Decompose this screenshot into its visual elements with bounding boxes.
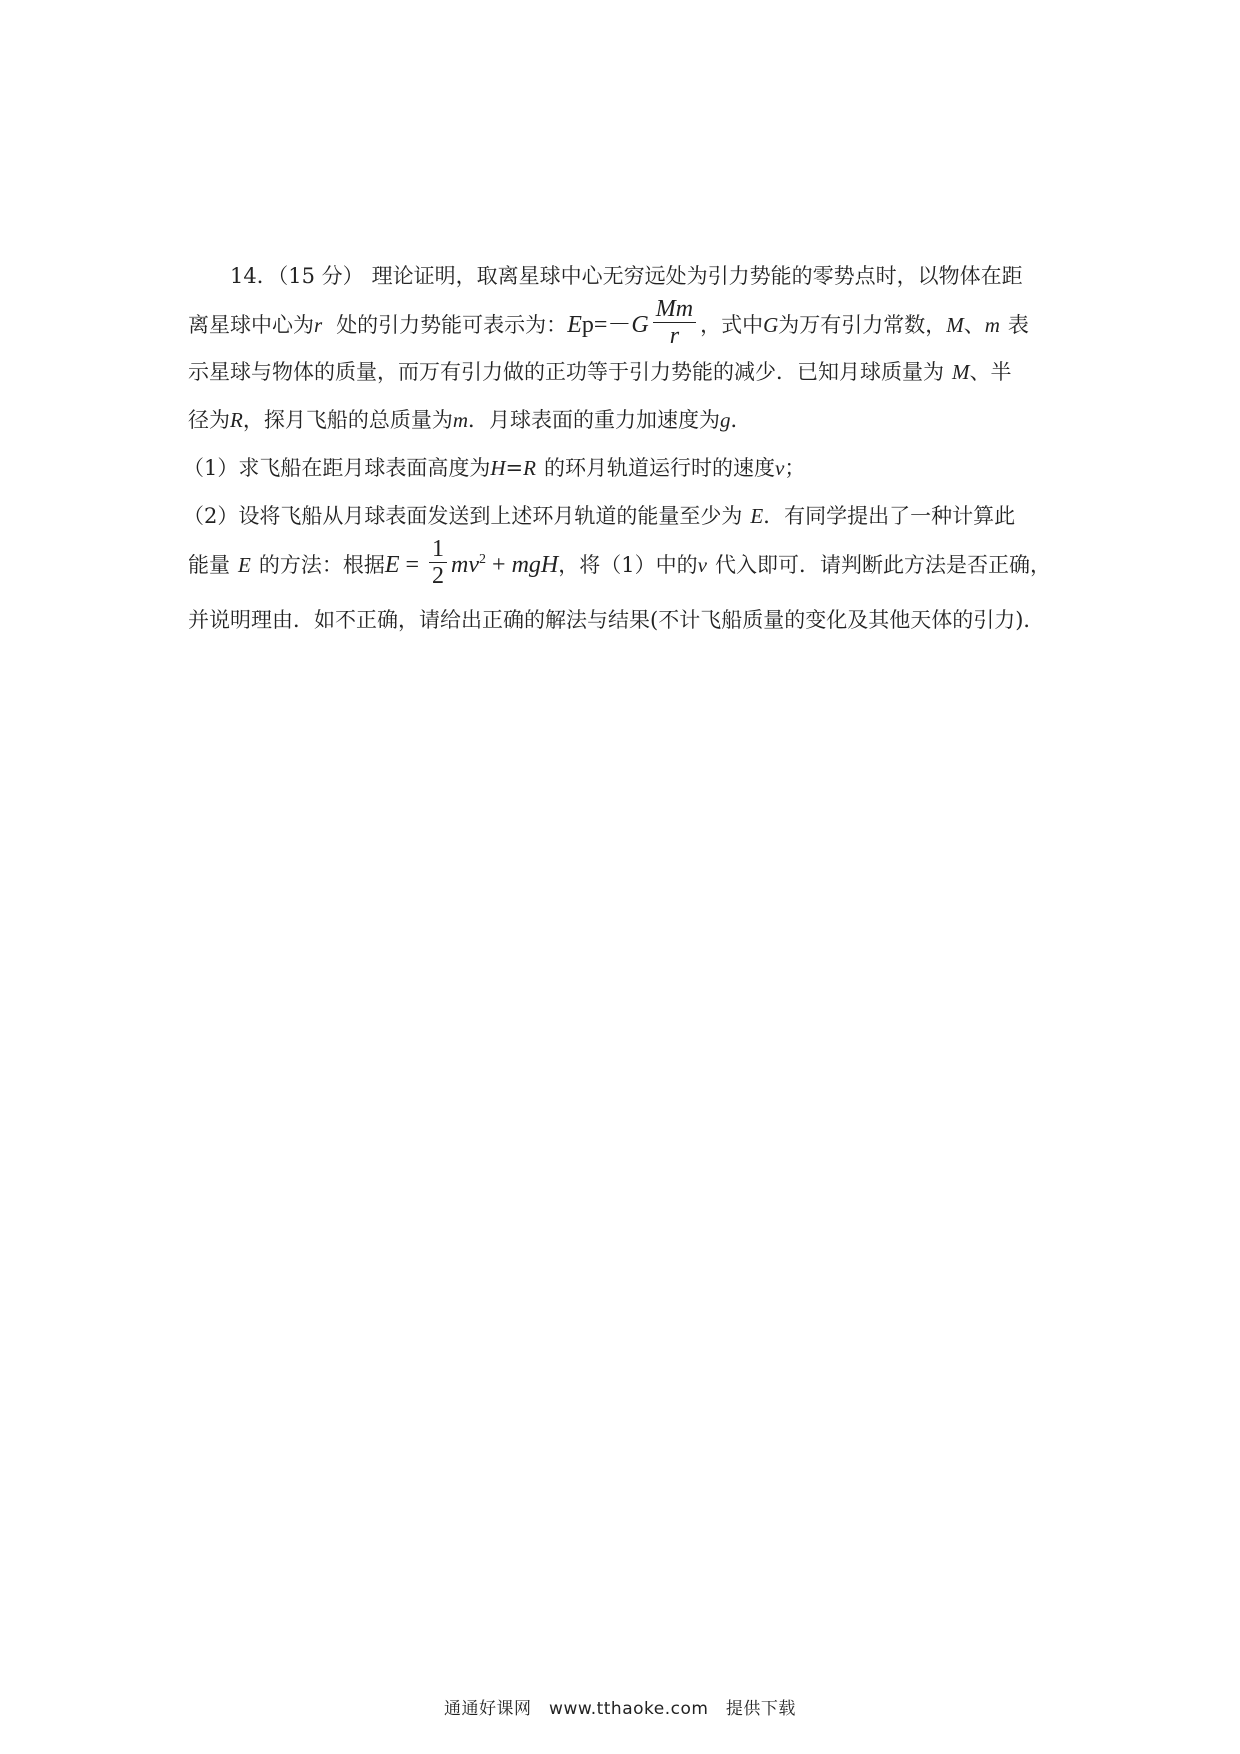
ep-fraction [653, 296, 696, 349]
var-r: r [314, 313, 323, 338]
question-line-3 [188, 348, 1060, 396]
question-line-2 [188, 296, 1060, 349]
text-segment: （2）设将飞船从月球表面发送到上述环月轨道的能量至少为 [183, 504, 743, 528]
var-g: g [720, 408, 731, 432]
formula-text: = [399, 552, 426, 579]
half-fraction [429, 536, 447, 589]
var-v: v [774, 456, 785, 480]
fraction-numerator: Mm [653, 296, 696, 323]
text-segment: 能量 [188, 553, 230, 578]
var-E: E [750, 504, 764, 528]
text-segment: （1）求飞船在距月球表面高度为 [183, 456, 491, 480]
var-H: H [490, 456, 506, 480]
formula-mv: mv [451, 552, 480, 579]
fraction-denominator: r [669, 323, 680, 349]
text-segment: 表 [1007, 313, 1029, 338]
var-m: m [984, 313, 1000, 338]
var-M: M [946, 313, 964, 338]
question-line-8 [188, 596, 1060, 644]
text-segment: ，式中 [700, 313, 764, 338]
question-number: 14．（15 分） [230, 264, 364, 288]
question-line-1 [188, 252, 1060, 300]
question-text: 理论证明，取离星球中心无穷远处为引力势能的零势点时，以物体在距 [371, 264, 1023, 288]
formula-text: p=－ [581, 312, 632, 339]
var-E: E [384, 552, 400, 579]
text-segment: 处的引力势能可表示为： [336, 313, 568, 338]
fraction-numerator: 1 [429, 536, 447, 563]
question-line-4 [188, 396, 1060, 444]
text-segment: = [505, 456, 524, 480]
question-14 [183, 252, 1060, 644]
var-R: R [523, 456, 536, 480]
var-G: G [763, 313, 779, 338]
ep-formula [567, 296, 700, 349]
text-segment: 示星球与物体的质量，而万有引力做的正功等于引力势能的减少．已知月球质量为 [188, 360, 944, 384]
page-footer [0, 1694, 1240, 1719]
var-v: v [697, 553, 707, 578]
question-line-7 [188, 536, 1060, 596]
text-segment: 代入即可．请判断此方法是否正确， [714, 553, 1051, 578]
text-segment: ； [784, 456, 806, 480]
formula-exponent: 2 [479, 552, 487, 568]
text-segment: ，将（1）中的 [558, 553, 698, 578]
sub-question-1 [183, 444, 1060, 492]
text-segment: 、半 [969, 360, 1012, 384]
fraction-denominator: 2 [432, 563, 445, 589]
text-segment: 离星球中心为 [188, 313, 314, 338]
var-M: M [952, 360, 970, 384]
text-segment: 的环月轨道运行时的速度 [543, 456, 775, 480]
text-segment: 、 [963, 313, 985, 338]
formula-text: + [486, 552, 512, 579]
text-segment: 为万有引力常数， [778, 313, 947, 338]
formula-mgH: mgH [511, 552, 559, 579]
text-segment: ，探月飞船的总质量为 [242, 408, 453, 432]
footer-text: 通通好课网 www.tthaoke.com 提供下载 [444, 1699, 796, 1719]
var-m: m [452, 408, 468, 432]
var-G: G [631, 312, 649, 339]
text-segment: ． [730, 408, 752, 432]
text-segment: 径为 [188, 408, 230, 432]
text-segment: 的方法：根据 [258, 553, 385, 578]
text-segment: ．月球表面的重力加速度为 [468, 408, 720, 432]
text-segment: 并说明理由．如不正确，请给出正确的解法与结果(不计飞船质量的变化及其他天体的引力)． [188, 608, 1045, 632]
sub-question-2 [183, 492, 1060, 540]
var-E: E [567, 312, 582, 339]
var-R: R [230, 408, 243, 432]
text-segment: ．有同学提出了一种计算此 [763, 504, 1016, 528]
energy-formula [384, 536, 559, 589]
var-E: E [238, 553, 251, 578]
